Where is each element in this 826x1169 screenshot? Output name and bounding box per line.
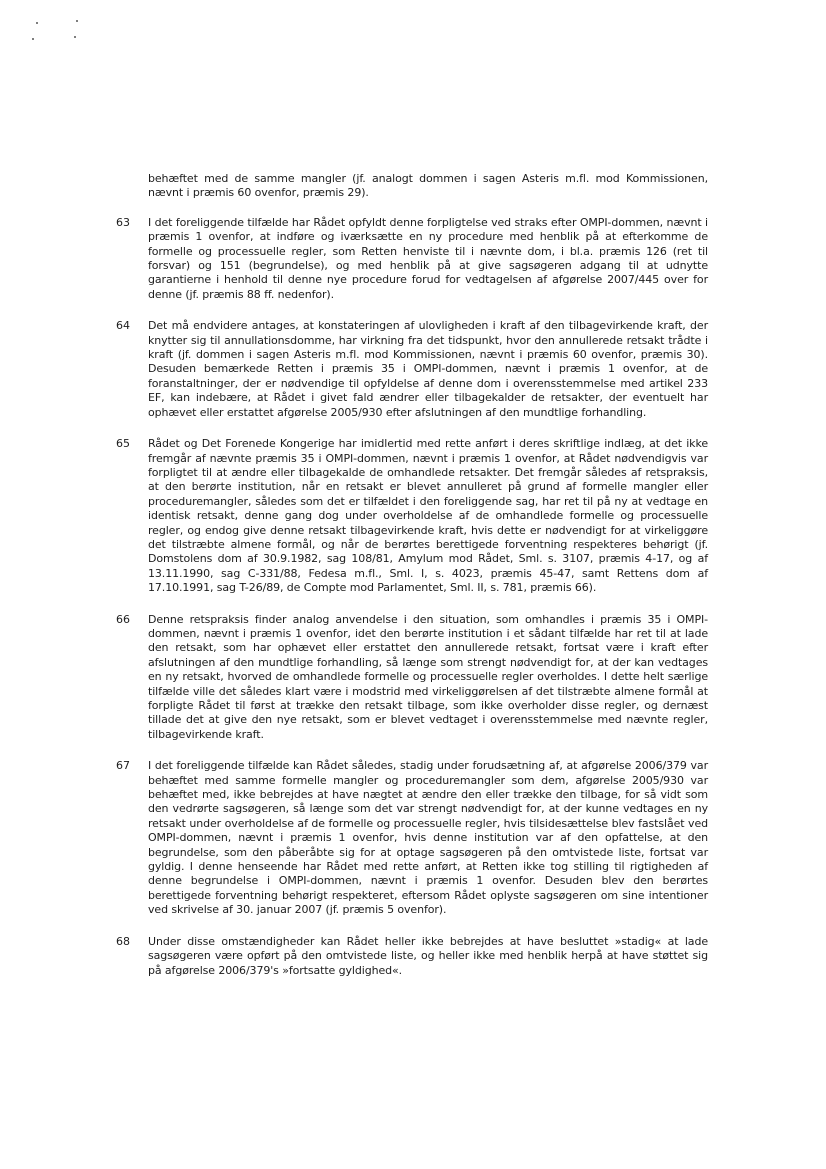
paragraph-number: 67	[116, 759, 130, 773]
scan-speck	[36, 22, 38, 24]
document-page	[116, 172, 708, 995]
paragraph-64	[116, 319, 708, 420]
paragraph-63	[116, 216, 708, 302]
paragraph-67	[116, 759, 708, 917]
paragraph-number: 64	[116, 319, 130, 333]
paragraph-text: Det må endvidere antages, at konstateringen af ulovligheden i kraft af den tilbagevirkende kraft, der knytter sig til annullationsdomme, har virkning fra det tidspunkt, hvor den annullerede retsakt trådte i kraft (jf. dommen i sagen Asteris m.fl. mod Kommissionen, nævnt i præmis 60 ovenfor, præmis 30). Desuden bemærkede Retten i præmis 35 i OMPI-dommen, nævnt i præmis 1 ovenfor, at de foranstaltninger, der er nødvendige til opfyldelse af denne dom i overensstemmelse med artikel 233 EF, kan indebære, at Rådet i givet fald ændrer eller tilbagekalder de retsakter, der eventuelt har ophævet eller erstattet afgørelse 2005/930 efter afslutningen af den mundtlige forhandling.	[148, 319, 708, 419]
paragraph-number: 65	[116, 437, 130, 451]
scan-speck	[32, 38, 34, 40]
paragraph-number: 68	[116, 934, 130, 948]
paragraph-65	[116, 437, 708, 595]
scan-speck	[74, 36, 76, 38]
paragraph-text: Rådet og Det Forenede Kongerige har imidlertid med rette anført i deres skriftlige indlæg, at det ikke fremgår af nævnte præmis 35 i OMPI-dommen, nævnt i præmis 1 ovenfor, at Rådet nødvendigvis var forpligtet til at ændre eller tilbagekalde de omhandlede retsakter. Det fremgår således af retspraksis, at den berørte institution, når en retsakt er blevet annulleret på grund af formelle mangler eller proceduremangler, således som det er tilfældet i den foreliggende sag, har ret til på ny at vedtage en identisk retsakt, denne gang dog under overholdelse af de omhandlede formelle og processuelle regler, og endog give denne retsakt tilbagevirkende kraft, hvis dette er nødvendigt for at virkeliggøre det tilstræbte almene formål, og når de berørtes berettigede forventning respekteres behørigt (jf. Domstolens dom af 30.9.1982, sag 108/81, Amylum mod Rådet, Sml. s. 3107, præmis 4-17, og af 13.11.1990, sag C-331/88, Fedesa m.fl., Sml. I, s. 4023, præmis 45-47, samt Rettens dom af 17.10.1991, sag T-26/89, de Compte mod Parlamentet, Sml. II, s. 781, præmis 66).	[148, 437, 708, 595]
continuation-paragraph	[116, 172, 708, 201]
scan-specks	[30, 18, 90, 48]
paragraph-text: Denne retspraksis finder analog anvendelse i den situation, som omhandles i præmis 35 i OMPI-dommen, nævnt i præmis 1 ovenfor, idet den berørte institution i et sådant tilfælde har ret til at lade den retsakt, som har ophævet eller erstattet den annullerede retsakt, fortsat være i kraft efter afslutningen af den mundtlige forhandling, så længe som strengt nødvendigt for, at der kan vedtages en ny retsakt, hvorved de omhandlede formelle og processuelle regler overholdes. I dette helt særlige tilfælde ville det således klart være i modstrid med virkeliggørelsen af det tilstræbte almene formål at forpligte Rådet til først at trække den retsakt tilbage, som ikke overholder disse regler, og dernæst tillade det at give den nye retsakt, som er blevet vedtaget i overensstemmelse med nævnte regler, tilbagevirkende kraft.	[148, 612, 708, 741]
paragraph-number: 66	[116, 612, 130, 626]
paragraph-text: I det foreliggende tilfælde kan Rådet således, stadig under forudsætning af, at afgørelse 2006/379 var behæftet med samme formelle mangler og proceduremangler som dem, afgørelse 2005/930 var behæftet med, ikke bebrejdes at have nægtet at ændre den eller trække den tilbage, for så vidt som den vedrørte sagsøgeren, så længe som det var strengt nødvendigt for, at der kunne vedtages en ny retsakt under overholdelse af de formelle og processuelle regler, hvis tilsidesættelse blev fastslået ved OMPI-dommen, nævnt i præmis 1 ovenfor, hvis denne institution var af den opfattelse, at den begrundelse, som den påberåbte sig for at optage sagsøgeren på den omtvistede liste, fortsat var gyldig. I denne henseende har Rådet med rette anført, at Retten ikke tog stilling til rigtigheden af denne begrundelse i OMPI-dommen, nævnt i præmis 1 ovenfor. Desuden blev den berørtes berettigede forventning behørigt respekteret, eftersom Rådet oplyste sagsøgeren om sine intentioner ved skrivelse af 30. januar 2007 (jf. præmis 5 ovenfor).	[148, 759, 708, 917]
paragraph-66	[116, 613, 708, 743]
paragraph-text: behæftet med de samme mangler (jf. analogt dommen i sagen Asteris m.fl. mod Kommissionen, nævnt i præmis 60 ovenfor, præmis 29).	[148, 172, 708, 200]
scan-speck	[76, 20, 78, 22]
paragraph-number: 63	[116, 215, 130, 229]
paragraph-68	[116, 935, 708, 978]
paragraph-text: Under disse omstændigheder kan Rådet heller ikke bebrejdes at have besluttet »stadig« at lade sagsøgeren være opført på den omtvistede liste, og heller ikke med henblik herpå at have støttet sig på afgørelse 2006/379's »fortsatte gyldighed«.	[148, 934, 708, 977]
paragraph-text: I det foreliggende tilfælde har Rådet opfyldt denne forpligtelse ved straks efter OMPI-dommen, nævnt i præmis 1 ovenfor, at indføre og iværksætte en ny procedure med henblik på at efterkomme de formelle og processuelle regler, som Retten henviste til i nævnte dom, i bl.a. præmis 126 (ret til forsvar) og 151 (begrundelse), og med henblik på at give sagsøgeren adgang til at udnytte garantierne i henhold til denne nye procedure forud for vedtagelsen af afgørelse 2007/445 over for denne (jf. præmis 88 ff. nedenfor).	[148, 215, 708, 301]
